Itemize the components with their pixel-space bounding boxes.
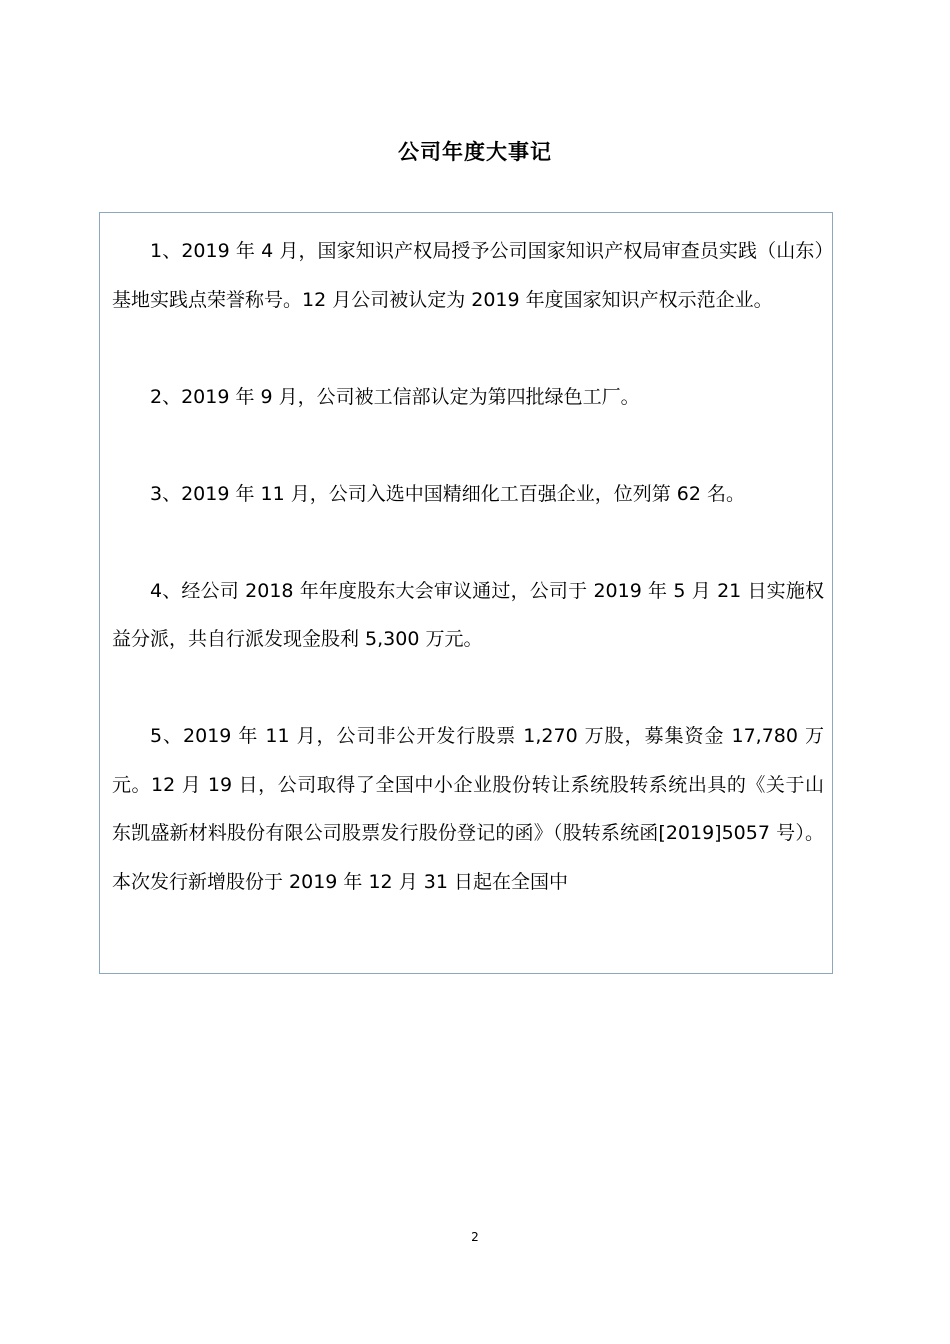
event-item-4: 4、经公司 2018 年年度股东大会审议通过，公司于 2019 年 5 月 21 日实施权益分派，共自行派发现金股利 5,300 万元。 — [112, 579, 824, 650]
event-item-5: 5、2019 年 11 月，公司非公开发行股票 1,270 万股，募集资金 17,780 万元。12 月 19 日，公司取得了全国中小企业股份转让系统股转系统出具的《关于山东凯盛新材料股份有限公司股票发行股份登记的函》（股转系统函[2019]5057 号）。本次发行新增股份于 2019 年 12 月 31 日起在全国中 — [112, 725, 824, 893]
event-spacer — [112, 518, 824, 567]
event-item-2: 2、2019 年 9 月，公司被工信部认定为第四批绿色工厂。 — [150, 385, 640, 408]
events-list — [112, 227, 824, 906]
event-item-3: 3、2019 年 11 月，公司入选中国精细化工百强企业，位列第 62 名。 — [150, 482, 745, 505]
event-spacer — [112, 324, 824, 373]
event-spacer — [112, 664, 824, 713]
event-item-1: 1、2019 年 4 月，国家知识产权局授予公司国家知识产权局审查员实践（山东）基地实践点荣誉称号。12 月公司被认定为 2019 年度国家知识产权示范企业。 — [112, 240, 824, 311]
event-spacer — [112, 421, 824, 470]
events-box — [99, 212, 833, 974]
page-number: 2 — [471, 1230, 479, 1244]
page-title: 公司年度大事记 — [398, 140, 552, 164]
